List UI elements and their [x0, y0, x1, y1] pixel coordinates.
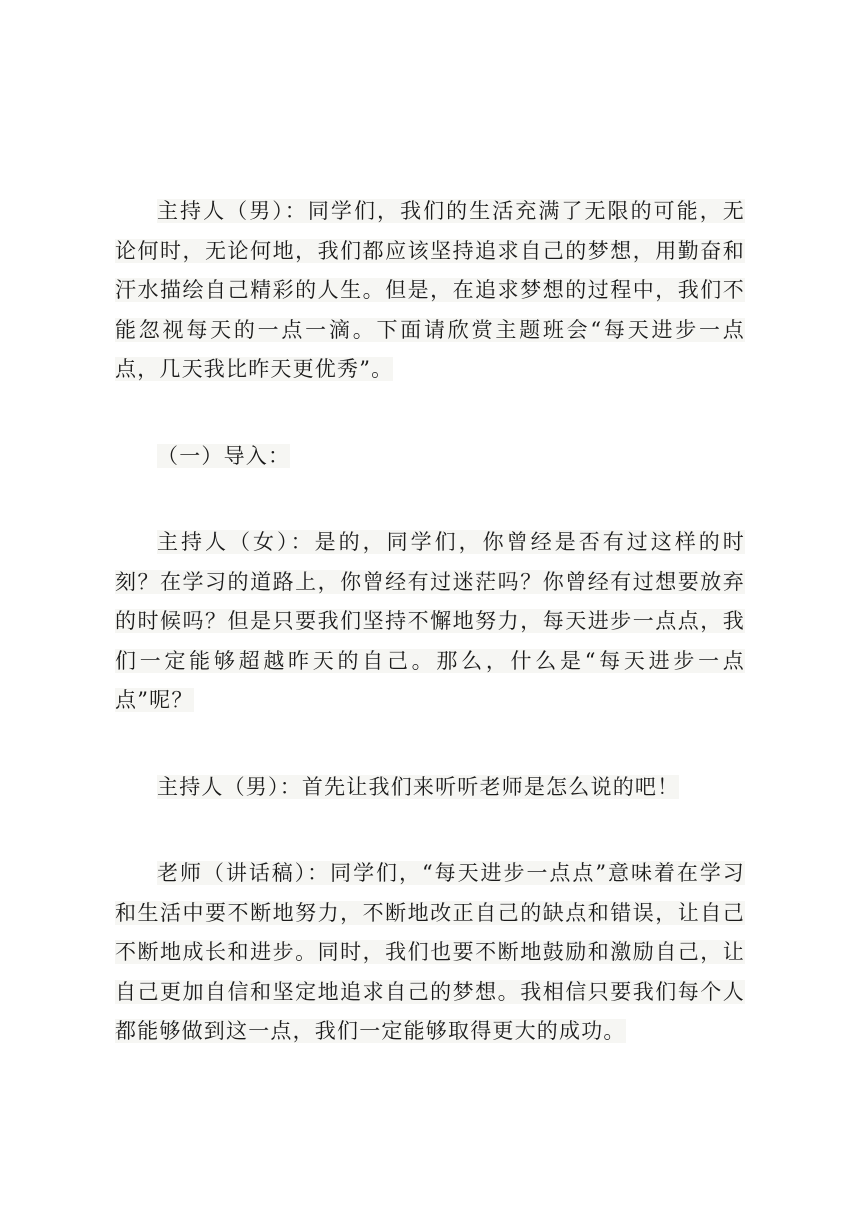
document-body — [115, 192, 745, 1052]
paragraph-text: 主持人（女）：是的，同学们，你曾经是否有过这样的时刻？在学习的道路上，你曾经有过迷茫吗？你曾经有过想要放弃的时候吗？但是只要我们坚持不懈地努力，每天进步一点点，我们一定能够超越昨天的自己。那么，什么是“每天进步一点点”呢？ — [115, 530, 745, 712]
paragraph-teacher-speech — [115, 854, 745, 1052]
section-heading-text: （一）导入： — [157, 443, 291, 468]
paragraph-host-male-intro — [115, 192, 745, 390]
paragraph-text: 老师（讲话稿）：同学们，“每天进步一点点”意味着在学习和生活中要不断地努力，不断地改正自己的缺点和错误，让自己不断地成长和进步。同时，我们也要不断地鼓励和激励自己，让自己更加自信和坚定地追求自己的梦想。我相信只要我们每个人都能够做到这一点，我们一定能够取得更大的成功。 — [115, 861, 745, 1043]
paragraph-host-female — [115, 523, 745, 721]
paragraph-text: 主持人（男）：首先让我们来听听老师是怎么说的吧！ — [157, 774, 680, 799]
paragraph-host-male-transition — [115, 768, 745, 808]
section-heading-intro — [115, 437, 745, 477]
paragraph-text: 主持人（男）：同学们，我们的生活充满了无限的可能，无论何时，无论何地，我们都应该坚持追求自己的梦想，用勤奋和汗水描绘自己精彩的人生。但是，在追求梦想的过程中，我们不能忽视每天的一点一滴。下面请欣赏主题班会“每天进步一点点，几天我比昨天更优秀”。 — [115, 199, 745, 381]
